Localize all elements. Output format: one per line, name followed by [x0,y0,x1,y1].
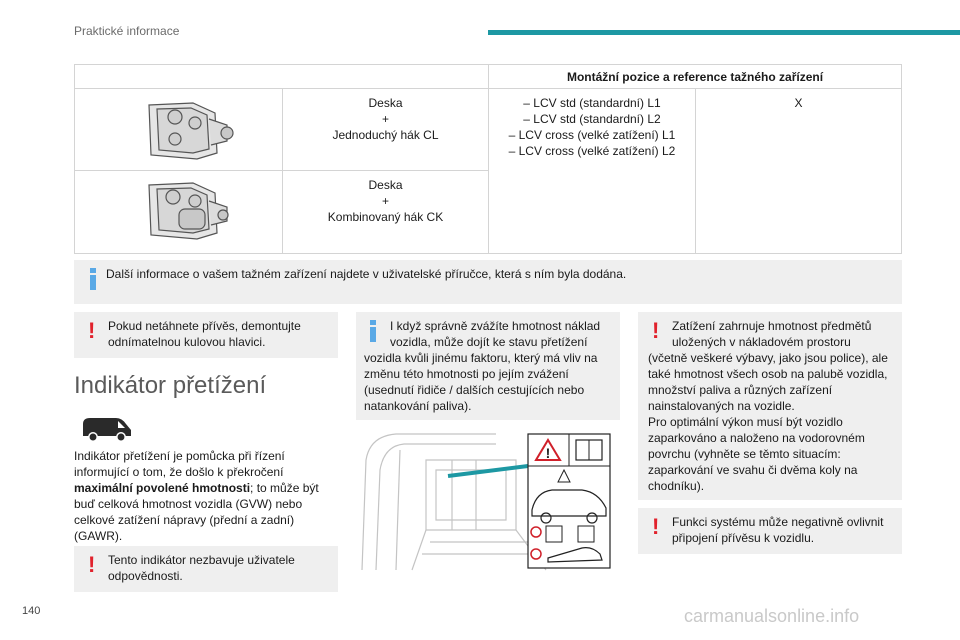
warning-note-1 [74,312,338,358]
section-label: Praktické informace [74,24,180,38]
table-divider-col3 [695,89,696,253]
info-note-text: Další informace o vašem tažném zařízení najdete v uživatelské příručce, která s ním byla dodána. [106,267,627,281]
watermark: carmanualsonline.info [684,606,860,626]
warning-icon: ! [88,318,96,343]
row-2-description: Deska + Kombinovaný hák CK [327,178,444,224]
table-divider-row [75,170,488,171]
accent-bar [488,30,960,35]
svg-text:!: ! [545,445,551,461]
info-note-2-text: I když správně zvážíte hmotnost náklad vozidla, může dojít ke stavu přetížení vozidla kvůli jinému faktoru, který má vliv na změnu této hmotnosti po jejím zvážení (usednutí řidiče / dalších cestujících nebo natankování paliva). [364,319,601,413]
bold-term: maximální povolené hmotnosti [74,481,251,495]
van-icon [80,414,134,442]
warning-note-4-text: Funkci systému může negativně ovlivnit připojení přívěsu k vozidlu. [672,515,884,545]
warning-icon: ! [88,552,96,577]
warning-note-4 [638,508,902,554]
hitch-plate-cl-image [123,95,243,167]
cargo-area-illustration [356,430,620,572]
row-1-description: Deska + Jednoduchý hák CL [332,96,439,142]
versions-list: – LCV std (standardní) L1 – LCV std (standardní) L2 – LCV cross (velké zatížení) L1 – LCV cross (velké zatížení) L2 [508,96,676,158]
warning-icon: ! [652,318,660,343]
info-note-2 [356,312,620,420]
warning-icon: ! [652,514,660,539]
warning-note-1-text: Pokud netáhnete přívěs, demontujte odnímatelnou kulovou hlavici. [108,319,301,349]
hitch-plate-ck-image [123,175,243,247]
warning-note-2-text: Tento indikátor nezbavuje uživatele odpovědnosti. [108,553,295,583]
table-heading: Montážní pozice a reference tažného zařízení [488,65,901,89]
table-header-row [75,65,901,89]
page-number: 140 [22,605,41,617]
warning-note-3 [638,312,902,500]
towbar-table [74,64,902,254]
info-note [74,260,902,304]
warning-note-3-text: Zatížení zahrnuje hmotnost předmětů uložených v nákladovém prostoru (včetně veškeré výbavy, jako jsou police), ale také hmotnost všech osob na palubě vozidla, množství paliva a různých zařízení nainstalovaných na vozidle. Pro optimální výkon musí být vozidlo zaparkováno a naloženo na vodorovném povrchu (vyhněte se těmto situacím: zaparkování ve svahu či dvěma koly na chodníku). [648,319,888,493]
overload-paragraph: Indikátor přetížení je pomůcka při řízení informující o tom, že došlo k překročení maximální povolené hmotnosti; to může být buď celková hmotnost vozidla (GVW) nebo celkové zatížení nápravy (přední a zadní) (GAWR). [74,449,319,543]
info-icon [90,268,96,290]
mark-cell: X [794,96,803,110]
section-title: Indikátor přetížení [74,372,267,399]
warning-note-2 [74,546,338,592]
